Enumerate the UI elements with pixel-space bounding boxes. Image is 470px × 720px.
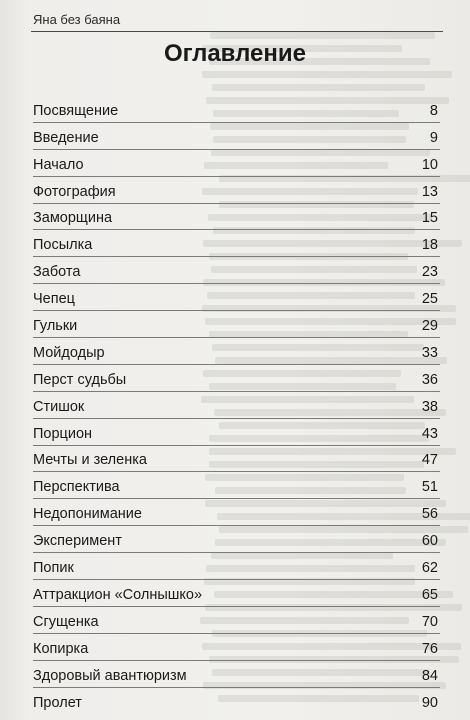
bleed-line <box>210 32 435 39</box>
toc-entry <box>33 526 440 553</box>
toc-entry-page: 70 <box>421 613 438 630</box>
toc-entry-title: Перспектива <box>33 479 120 496</box>
toc-entry-title: Перст судьбы <box>33 371 127 388</box>
toc-entry <box>33 580 440 607</box>
toc-entry-title: Здоровый авантюризм <box>33 667 187 684</box>
toc-entry-title: Начало <box>33 156 84 173</box>
toc-entry-title: Чепец <box>33 291 75 308</box>
table-of-contents <box>33 96 440 714</box>
toc-entry <box>33 634 440 661</box>
toc-entry <box>33 123 440 150</box>
toc-entry-page: 8 <box>429 102 438 119</box>
toc-entry <box>33 553 440 580</box>
toc-entry-page: 15 <box>421 210 438 227</box>
toc-entry <box>33 607 440 634</box>
toc-entry <box>33 472 440 499</box>
header-rule <box>31 31 443 32</box>
toc-entry-title: Мечты и зеленка <box>33 452 147 469</box>
toc-entry-page: 33 <box>421 344 438 361</box>
toc-entry-title: Забота <box>33 264 81 281</box>
toc-entry-page: 43 <box>421 425 438 442</box>
toc-entry <box>33 96 440 123</box>
toc-entry-title: Эксперимент <box>33 533 122 550</box>
toc-entry-page: 60 <box>421 533 438 550</box>
toc-entry <box>33 284 440 311</box>
toc-entry-page: 29 <box>421 318 438 335</box>
toc-entry <box>33 177 440 204</box>
toc-entry-title: Недопонимание <box>33 506 142 523</box>
toc-entry-title: Пролет <box>33 695 82 712</box>
toc-entry-page: 18 <box>421 237 438 254</box>
toc-entry-page: 13 <box>421 183 438 200</box>
toc-entry-title: Введение <box>33 129 99 146</box>
bleed-line <box>212 84 425 91</box>
toc-entry <box>33 338 440 365</box>
toc-entry-page: 38 <box>421 398 438 415</box>
toc-entry <box>33 688 440 715</box>
toc-entry <box>33 446 440 473</box>
running-head: Яна без баяна <box>33 12 121 27</box>
toc-entry-page: 47 <box>421 452 438 469</box>
toc-entry-title: Посылка <box>33 237 93 254</box>
toc-entry-title: Попик <box>33 560 74 577</box>
toc-entry-page: 56 <box>421 506 438 523</box>
toc-entry-title: Мойдодыр <box>33 344 105 361</box>
toc-entry-page: 51 <box>421 479 438 496</box>
bleed-line <box>202 71 452 78</box>
toc-entry-title: Фотография <box>33 183 116 200</box>
toc-entry <box>33 499 440 526</box>
toc-entry-page: 10 <box>421 156 438 173</box>
toc-entry-title: Стишок <box>33 398 85 415</box>
toc-entry-page: 90 <box>421 695 438 712</box>
toc-entry-title: Гульки <box>33 318 78 335</box>
toc-entry-title: Посвящение <box>33 102 119 119</box>
page-title: Оглавление <box>164 40 306 67</box>
toc-entry-title: Сгущенка <box>33 613 99 630</box>
toc-entry-page: 9 <box>429 129 438 146</box>
toc-entry-page: 62 <box>421 560 438 577</box>
toc-entry-page: 84 <box>421 667 438 684</box>
toc-entry-page: 25 <box>421 291 438 308</box>
toc-entry <box>33 311 440 338</box>
toc-entry-title: Копирка <box>33 640 89 657</box>
toc-entry <box>33 661 440 688</box>
toc-entry <box>33 230 440 257</box>
toc-entry-page: 23 <box>421 264 438 281</box>
toc-entry <box>33 257 440 284</box>
toc-entry <box>33 419 440 446</box>
toc-entry-title: Порцион <box>33 425 93 442</box>
toc-entry-title: Аттракцион «Солнышко» <box>33 586 203 603</box>
toc-entry-page: 76 <box>421 640 438 657</box>
toc-entry <box>33 204 440 231</box>
toc-entry <box>33 392 440 419</box>
toc-entry <box>33 365 440 392</box>
toc-entry-page: 36 <box>421 371 438 388</box>
toc-entry-title: Заморщина <box>33 210 113 227</box>
toc-entry <box>33 150 440 177</box>
toc-entry-page: 65 <box>421 586 438 603</box>
